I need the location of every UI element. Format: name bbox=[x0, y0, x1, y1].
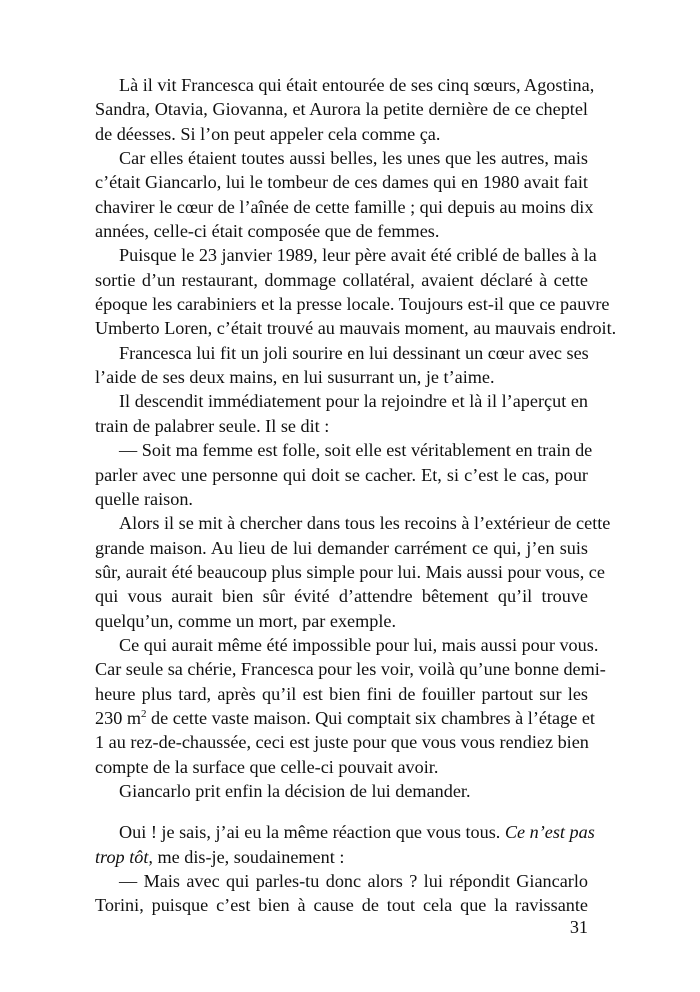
paragraph bbox=[95, 633, 606, 779]
text-line bbox=[95, 219, 588, 243]
text-line bbox=[95, 511, 611, 535]
text-line bbox=[95, 316, 617, 340]
paragraph bbox=[95, 869, 588, 918]
paragraph bbox=[95, 389, 588, 438]
text-line bbox=[95, 682, 588, 706]
text-line bbox=[95, 73, 595, 97]
paragraph bbox=[95, 438, 593, 511]
text-line bbox=[95, 389, 588, 413]
text: c’était Giancarlo, lui le tombeur de ces dames qui en 1980 avait fait bbox=[95, 172, 588, 193]
page-body bbox=[95, 73, 617, 918]
text: parler avec une personne qui doit se cacher. Et, si c’est le cas, pour bbox=[95, 464, 588, 485]
text: me dis-je, soudainement : bbox=[152, 846, 345, 867]
text: Torini, puisque c’est bien à cause de tout cela que la ravissante bbox=[95, 895, 588, 916]
text: Car seule sa chérie, Francesca pour les voir, voilà qu’une bonne demi- bbox=[95, 659, 606, 680]
text: années, celle-ci était composée que de femmes. bbox=[95, 221, 440, 242]
text: quelle raison. bbox=[95, 488, 193, 509]
text: 230 m bbox=[95, 707, 141, 728]
paragraph bbox=[95, 243, 617, 340]
text-line bbox=[95, 341, 588, 365]
text: Umberto Loren, c’était trouvé au mauvais moment, au mauvais endroit. bbox=[95, 318, 617, 339]
text-line bbox=[95, 893, 588, 917]
text-line bbox=[95, 170, 588, 194]
text: Oui ! je sais, j’ai eu la même réaction que vous tous. bbox=[119, 822, 505, 843]
text: train de palabrer seule. Il se dit : bbox=[95, 415, 330, 436]
text-line bbox=[95, 755, 588, 779]
text: chavirer le cœur de l’aînée de cette famille ; qui depuis au moins dix bbox=[95, 196, 594, 217]
text: 1 au rez-de-chaussée, ceci est juste pour que vous vous rendiez bien bbox=[95, 732, 589, 753]
text: Sandra, Otavia, Giovanna, et Aurora la petite dernière de ce cheptel bbox=[95, 99, 588, 120]
paragraph bbox=[95, 820, 595, 869]
text: Francesca lui fit un joli sourire en lui dessinant un cœur avec ses bbox=[119, 342, 589, 363]
text-line bbox=[95, 268, 588, 292]
text: compte de la surface que celle-ci pouvait avoir. bbox=[95, 756, 439, 777]
text-line bbox=[95, 463, 588, 487]
text: — Soit ma femme est folle, soit elle est véritablement en train de bbox=[119, 440, 593, 461]
text-line bbox=[95, 365, 588, 389]
italic-text: trop tôt, bbox=[95, 846, 153, 867]
page-number: 31 bbox=[569, 917, 588, 937]
text-line bbox=[95, 706, 595, 730]
text-line bbox=[95, 584, 588, 608]
paragraph bbox=[95, 341, 588, 390]
text: — Mais avec qui parles-tu donc alors ? lui répondit Giancarlo bbox=[119, 871, 588, 891]
text: Ce qui aurait même été impossible pour lui, mais aussi pour vous. bbox=[119, 634, 599, 655]
text-line bbox=[95, 292, 610, 316]
text: quelqu’un, comme un mort, par exemple. bbox=[95, 610, 397, 631]
text-line bbox=[95, 657, 606, 681]
text-line bbox=[95, 195, 594, 219]
text: Alors il se mit à chercher dans tous les recoins à l’extérieur de cette bbox=[119, 513, 611, 534]
text: qui vous aurait bien sûr évité d’attendre bêtement qu’il trouve bbox=[95, 586, 588, 607]
text-line bbox=[95, 869, 588, 893]
text: Là il vit Francesca qui était entourée de ses cinq sœurs, Agostina, bbox=[119, 75, 595, 95]
paragraph bbox=[95, 73, 595, 146]
text: Il descendit immédiatement pour la rejoindre et là il l’aperçut en bbox=[119, 391, 588, 412]
text-line bbox=[95, 536, 588, 560]
text-line bbox=[95, 845, 588, 869]
text-line bbox=[95, 820, 595, 844]
text: Giancarlo prit enfin la décision de lui demander. bbox=[119, 780, 471, 801]
text: Puisque le 23 janvier 1989, leur père avait été criblé de balles à la bbox=[119, 245, 597, 266]
text-line bbox=[95, 146, 588, 170]
text: heure plus tard, après qu’il est bien fini de fouiller partout sur les bbox=[95, 683, 588, 704]
text-line bbox=[95, 487, 588, 511]
text-line bbox=[95, 414, 588, 438]
text-line bbox=[95, 633, 599, 657]
text-line bbox=[95, 560, 605, 584]
text: de déesses. Si l’on peut appeler cela comme ça. bbox=[95, 123, 441, 144]
italic-text: Ce n’est pas bbox=[504, 822, 595, 843]
text-line bbox=[95, 779, 588, 803]
text: grande maison. Au lieu de lui demander carrément ce qui, j’en suis bbox=[95, 537, 588, 558]
text-line bbox=[95, 97, 588, 121]
paragraph bbox=[95, 511, 611, 633]
text: l’aide de ses deux mains, en lui susurrant un, je t’aime. bbox=[95, 367, 495, 388]
paragraph bbox=[95, 146, 594, 243]
text: de cette vaste maison. Qui comptait six chambres à l’étage et bbox=[146, 707, 595, 728]
text: sûr, aurait été beaucoup plus simple pour lui. Mais aussi pour vous, ce bbox=[95, 561, 605, 582]
superscript: 2 bbox=[140, 707, 147, 720]
paragraph bbox=[95, 779, 588, 803]
text-line bbox=[95, 609, 588, 633]
text-line bbox=[95, 122, 588, 146]
text: Car elles étaient toutes aussi belles, les unes que les autres, mais bbox=[119, 148, 588, 169]
section-gap bbox=[95, 803, 588, 820]
text-line bbox=[95, 730, 588, 754]
text-line bbox=[95, 438, 593, 462]
text-line bbox=[95, 243, 597, 267]
text: époque les carabiniers et la presse locale. Toujours est-il que ce pauvre bbox=[95, 294, 610, 315]
text: sortie d’un restaurant, dommage collatéral, avaient déclaré à cette bbox=[95, 269, 588, 290]
